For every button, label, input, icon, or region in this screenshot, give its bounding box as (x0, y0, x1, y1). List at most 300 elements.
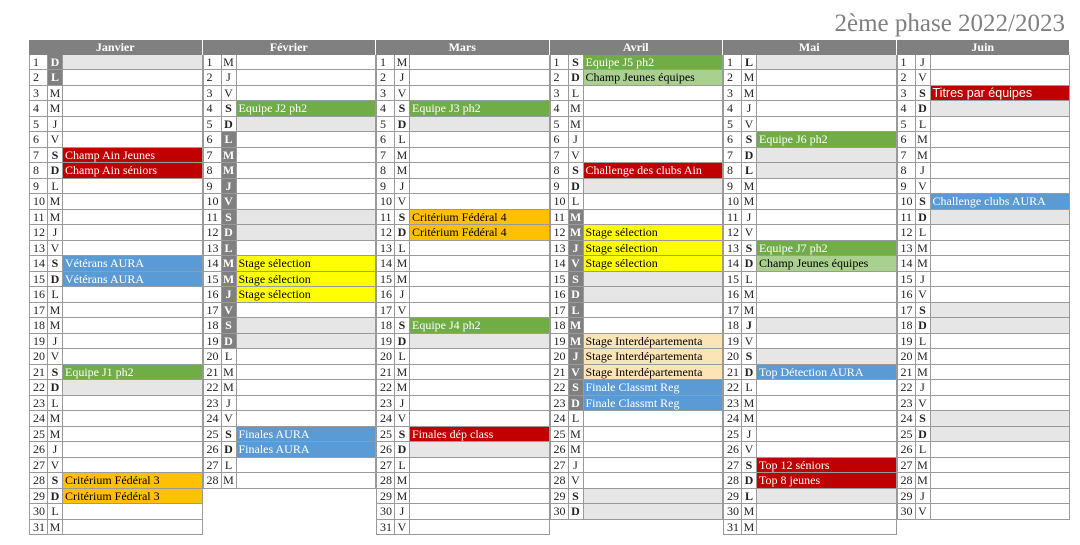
day-letter: J (916, 380, 931, 396)
day-number: 13 (550, 241, 569, 257)
day-row (29, 117, 203, 133)
day-number: 26 (376, 442, 395, 458)
event-cell: Finales dép class (410, 427, 550, 443)
day-number: 24 (203, 411, 222, 427)
day-letter: D (742, 148, 757, 164)
empty-cell (237, 163, 377, 179)
day-number: 26 (29, 442, 48, 458)
day-number: 10 (376, 194, 395, 210)
day-row (550, 194, 724, 210)
event-cell: Stage sélection (237, 256, 377, 272)
day-letter: L (48, 504, 63, 520)
calendar-title: 2ème phase 2022/2023 (834, 10, 1065, 37)
day-number: 29 (376, 489, 395, 505)
day-letter: M (395, 489, 410, 505)
empty-cell (237, 458, 377, 474)
empty-cell (63, 303, 203, 319)
day-row (203, 86, 377, 102)
day-letter: J (916, 489, 931, 505)
day-number: 15 (203, 272, 222, 288)
day-letter: J (48, 117, 63, 133)
day-number: 2 (550, 70, 569, 86)
month-column (203, 40, 377, 536)
day-number: 22 (550, 380, 569, 396)
empty-cell (410, 163, 550, 179)
day-number: 17 (897, 303, 916, 319)
event-cell: Titres par équipes (931, 86, 1071, 102)
day-letter: L (742, 163, 757, 179)
day-number: 10 (550, 194, 569, 210)
day-number: 16 (723, 287, 742, 303)
empty-cell (757, 442, 897, 458)
day-letter: S (742, 241, 757, 257)
day-row (203, 117, 377, 133)
day-letter: S (916, 194, 931, 210)
day-row (897, 256, 1071, 272)
day-letter: M (742, 411, 757, 427)
day-number: 25 (376, 427, 395, 443)
event-cell: Top Détection AURA (757, 365, 897, 381)
empty-cell (931, 272, 1071, 288)
day-number: 20 (203, 349, 222, 365)
day-number: 28 (29, 473, 48, 489)
day-row (29, 520, 203, 536)
day-letter: D (395, 334, 410, 350)
day-letter: J (569, 132, 584, 148)
day-row (376, 194, 550, 210)
day-row (723, 256, 897, 272)
day-letter: S (222, 318, 237, 334)
day-number: 1 (29, 55, 48, 71)
day-letter: M (48, 318, 63, 334)
empty-cell (63, 179, 203, 195)
day-row (723, 380, 897, 396)
empty-cell (410, 194, 550, 210)
empty-cell (584, 458, 724, 474)
day-letter: L (222, 132, 237, 148)
empty-cell (931, 179, 1071, 195)
day-number: 29 (550, 489, 569, 505)
day-letter: V (395, 520, 410, 536)
day-row (203, 442, 377, 458)
day-letter: J (48, 334, 63, 350)
day-row (550, 70, 724, 86)
empty-cell (931, 303, 1071, 319)
empty-cell (410, 334, 550, 350)
day-row (29, 411, 203, 427)
day-row (29, 241, 203, 257)
day-letter: D (569, 504, 584, 520)
day-letter: M (916, 256, 931, 272)
day-letter: L (569, 303, 584, 319)
empty-cell (931, 458, 1071, 474)
day-letter: J (48, 442, 63, 458)
event-cell: Stage Interdépartementa (584, 334, 724, 350)
day-number: 9 (29, 179, 48, 195)
empty-cell (63, 287, 203, 303)
day-row (723, 272, 897, 288)
day-number: 22 (723, 380, 742, 396)
day-number: 14 (723, 256, 742, 272)
event-cell: Champ Jeunes équipes (757, 256, 897, 272)
day-row (203, 411, 377, 427)
day-letter: L (916, 117, 931, 133)
month-column (897, 40, 1071, 536)
day-row (897, 442, 1071, 458)
day-number: 24 (897, 411, 916, 427)
day-letter: S (48, 365, 63, 381)
day-number: 21 (897, 365, 916, 381)
day-number: 3 (376, 86, 395, 102)
day-row (897, 55, 1071, 71)
empty-cell (237, 225, 377, 241)
day-letter: S (48, 148, 63, 164)
event-cell: Critérium Fédéral 4 (410, 210, 550, 226)
day-number: 26 (723, 442, 742, 458)
day-number: 4 (723, 101, 742, 117)
day-letter: M (742, 287, 757, 303)
event-cell: Challenge clubs AURA (931, 194, 1071, 210)
day-number: 18 (550, 318, 569, 334)
empty-cell (931, 55, 1071, 71)
empty-cell (931, 396, 1071, 412)
day-row (376, 148, 550, 164)
day-row (29, 194, 203, 210)
empty-cell (757, 101, 897, 117)
day-row (29, 86, 203, 102)
day-number: 3 (897, 86, 916, 102)
event-cell: Challenge des clubs Ain (584, 163, 724, 179)
day-letter: V (222, 411, 237, 427)
day-row (897, 473, 1071, 489)
day-number: 31 (376, 520, 395, 536)
day-letter: M (48, 303, 63, 319)
day-letter: S (569, 272, 584, 288)
empty-cell (757, 194, 897, 210)
empty-cell (584, 489, 724, 505)
day-number: 4 (376, 101, 395, 117)
empty-cell (757, 303, 897, 319)
day-row (29, 55, 203, 71)
day-number: 25 (550, 427, 569, 443)
day-row (376, 380, 550, 396)
empty-cell (410, 473, 550, 489)
day-number: 16 (376, 287, 395, 303)
day-row (29, 225, 203, 241)
day-number: 10 (897, 194, 916, 210)
empty-cell (931, 148, 1071, 164)
day-letter: V (916, 70, 931, 86)
day-row (376, 287, 550, 303)
day-letter: V (569, 148, 584, 164)
day-letter: J (569, 458, 584, 474)
day-row (897, 303, 1071, 319)
empty-cell (237, 55, 377, 71)
day-letter: M (742, 179, 757, 195)
day-number: 4 (29, 101, 48, 117)
day-number: 17 (29, 303, 48, 319)
day-row (203, 179, 377, 195)
day-row (203, 334, 377, 350)
empty-cell (584, 194, 724, 210)
day-letter: S (569, 163, 584, 179)
day-letter: J (222, 70, 237, 86)
day-letter: L (742, 489, 757, 505)
day-letter: J (569, 241, 584, 257)
day-number: 13 (376, 241, 395, 257)
day-number: 1 (203, 55, 222, 71)
day-row (897, 365, 1071, 381)
day-letter: J (395, 179, 410, 195)
day-number: 28 (203, 473, 222, 489)
empty-cell (410, 117, 550, 133)
day-row (897, 163, 1071, 179)
day-number: 28 (550, 473, 569, 489)
day-letter: M (222, 272, 237, 288)
empty-cell (63, 55, 203, 71)
day-number: 25 (723, 427, 742, 443)
day-row (29, 427, 203, 443)
day-number: 31 (29, 520, 48, 536)
day-row (203, 473, 377, 489)
day-row (550, 163, 724, 179)
empty-cell (63, 458, 203, 474)
empty-cell (757, 427, 897, 443)
day-row (897, 132, 1071, 148)
day-letter: V (569, 256, 584, 272)
day-letter: D (222, 225, 237, 241)
day-number: 10 (203, 194, 222, 210)
day-row (376, 132, 550, 148)
empty-cell (237, 303, 377, 319)
day-number: 7 (550, 148, 569, 164)
day-row (897, 396, 1071, 412)
day-number: 6 (897, 132, 916, 148)
day-number: 12 (550, 225, 569, 241)
empty-cell (410, 86, 550, 102)
day-letter: M (742, 396, 757, 412)
day-letter: L (569, 86, 584, 102)
day-number: 2 (897, 70, 916, 86)
day-number: 22 (897, 380, 916, 396)
day-row (29, 318, 203, 334)
day-number: 5 (29, 117, 48, 133)
empty-cell (757, 396, 897, 412)
day-row (723, 334, 897, 350)
empty-cell (931, 489, 1071, 505)
day-row (550, 179, 724, 195)
day-letter: M (916, 473, 931, 489)
day-letter: L (48, 179, 63, 195)
day-letter: M (569, 101, 584, 117)
day-number: 12 (203, 225, 222, 241)
day-row (723, 241, 897, 257)
empty-cell (410, 272, 550, 288)
day-letter: M (48, 194, 63, 210)
day-row (203, 256, 377, 272)
day-row (550, 148, 724, 164)
day-row (897, 334, 1071, 350)
day-row (723, 55, 897, 71)
day-number: 19 (897, 334, 916, 350)
empty-cell (584, 442, 724, 458)
day-row (550, 241, 724, 257)
empty-cell (757, 272, 897, 288)
day-row (550, 380, 724, 396)
empty-cell (757, 70, 897, 86)
day-row (723, 520, 897, 536)
day-number: 22 (203, 380, 222, 396)
day-number: 12 (723, 225, 742, 241)
day-number: 11 (203, 210, 222, 226)
day-letter: S (569, 380, 584, 396)
empty-cell (757, 163, 897, 179)
day-row (897, 179, 1071, 195)
day-row (376, 489, 550, 505)
day-letter: V (742, 117, 757, 133)
day-row (203, 380, 377, 396)
day-row (376, 55, 550, 71)
day-row (550, 117, 724, 133)
day-row (376, 411, 550, 427)
day-row (203, 303, 377, 319)
day-number: 12 (376, 225, 395, 241)
day-row (29, 396, 203, 412)
event-cell: Finales AURA (237, 427, 377, 443)
day-number: 25 (897, 427, 916, 443)
event-cell: Stage sélection (584, 225, 724, 241)
day-number: 21 (29, 365, 48, 381)
day-number: 24 (29, 411, 48, 427)
day-letter: S (569, 489, 584, 505)
day-number: 11 (376, 210, 395, 226)
day-letter: M (395, 272, 410, 288)
empty-cell (757, 334, 897, 350)
day-letter: L (395, 241, 410, 257)
empty-cell (410, 489, 550, 505)
day-number: 7 (203, 148, 222, 164)
empty-cell (931, 163, 1071, 179)
empty-cell (757, 117, 897, 133)
day-number: 26 (203, 442, 222, 458)
event-cell: Stage Interdépartementa (584, 365, 724, 381)
day-row (723, 504, 897, 520)
day-row (29, 349, 203, 365)
day-row (203, 163, 377, 179)
event-cell: Champ Jeunes équipes (584, 70, 724, 86)
empty-cell (63, 225, 203, 241)
day-letter: V (395, 194, 410, 210)
empty-cell (931, 241, 1071, 257)
day-row (376, 442, 550, 458)
empty-cell (410, 287, 550, 303)
calendar-grid (29, 40, 1070, 536)
empty-cell (584, 210, 724, 226)
month-column (376, 40, 550, 536)
empty-cell (410, 458, 550, 474)
day-number: 26 (897, 442, 916, 458)
empty-cell (63, 380, 203, 396)
day-letter: V (48, 241, 63, 257)
day-letter: M (916, 132, 931, 148)
empty-cell (63, 194, 203, 210)
day-number: 21 (550, 365, 569, 381)
day-letter: M (742, 86, 757, 102)
empty-cell (410, 256, 550, 272)
day-letter: D (395, 117, 410, 133)
day-letter: S (916, 411, 931, 427)
day-number: 12 (897, 225, 916, 241)
empty-cell (237, 194, 377, 210)
day-row (203, 349, 377, 365)
day-letter: D (48, 489, 63, 505)
empty-cell (757, 520, 897, 536)
day-number: 30 (376, 504, 395, 520)
day-letter: J (222, 396, 237, 412)
day-number: 13 (203, 241, 222, 257)
empty-cell (237, 411, 377, 427)
day-number: 21 (723, 365, 742, 381)
day-letter: M (569, 442, 584, 458)
day-number: 24 (550, 411, 569, 427)
day-row (550, 256, 724, 272)
empty-cell (584, 318, 724, 334)
event-cell: Equipe J6 ph2 (757, 132, 897, 148)
empty-cell (757, 287, 897, 303)
day-letter: L (48, 287, 63, 303)
day-letter: S (222, 427, 237, 443)
day-row (723, 442, 897, 458)
day-number: 6 (203, 132, 222, 148)
day-row (203, 396, 377, 412)
day-letter: V (222, 303, 237, 319)
day-letter: M (569, 210, 584, 226)
day-number: 23 (897, 396, 916, 412)
day-number: 20 (723, 349, 742, 365)
day-row (550, 365, 724, 381)
day-number: 24 (723, 411, 742, 427)
empty-cell (757, 55, 897, 71)
day-row (550, 489, 724, 505)
day-letter: J (916, 272, 931, 288)
day-letter: V (569, 365, 584, 381)
day-row (29, 272, 203, 288)
day-row (376, 101, 550, 117)
day-letter: L (742, 272, 757, 288)
empty-cell (584, 303, 724, 319)
empty-cell (931, 442, 1071, 458)
day-letter: J (395, 396, 410, 412)
month-column (29, 40, 203, 536)
day-number: 27 (29, 458, 48, 474)
day-number: 18 (376, 318, 395, 334)
day-letter: S (916, 303, 931, 319)
day-number: 16 (29, 287, 48, 303)
day-row (550, 272, 724, 288)
day-number: 30 (723, 504, 742, 520)
day-letter: J (742, 427, 757, 443)
day-letter: J (742, 210, 757, 226)
day-letter: D (569, 179, 584, 195)
day-letter: L (222, 241, 237, 257)
day-row (897, 241, 1071, 257)
day-row (723, 101, 897, 117)
empty-cell (584, 411, 724, 427)
day-number: 10 (723, 194, 742, 210)
day-row (376, 458, 550, 474)
empty-cell (931, 380, 1071, 396)
day-row (897, 194, 1071, 210)
